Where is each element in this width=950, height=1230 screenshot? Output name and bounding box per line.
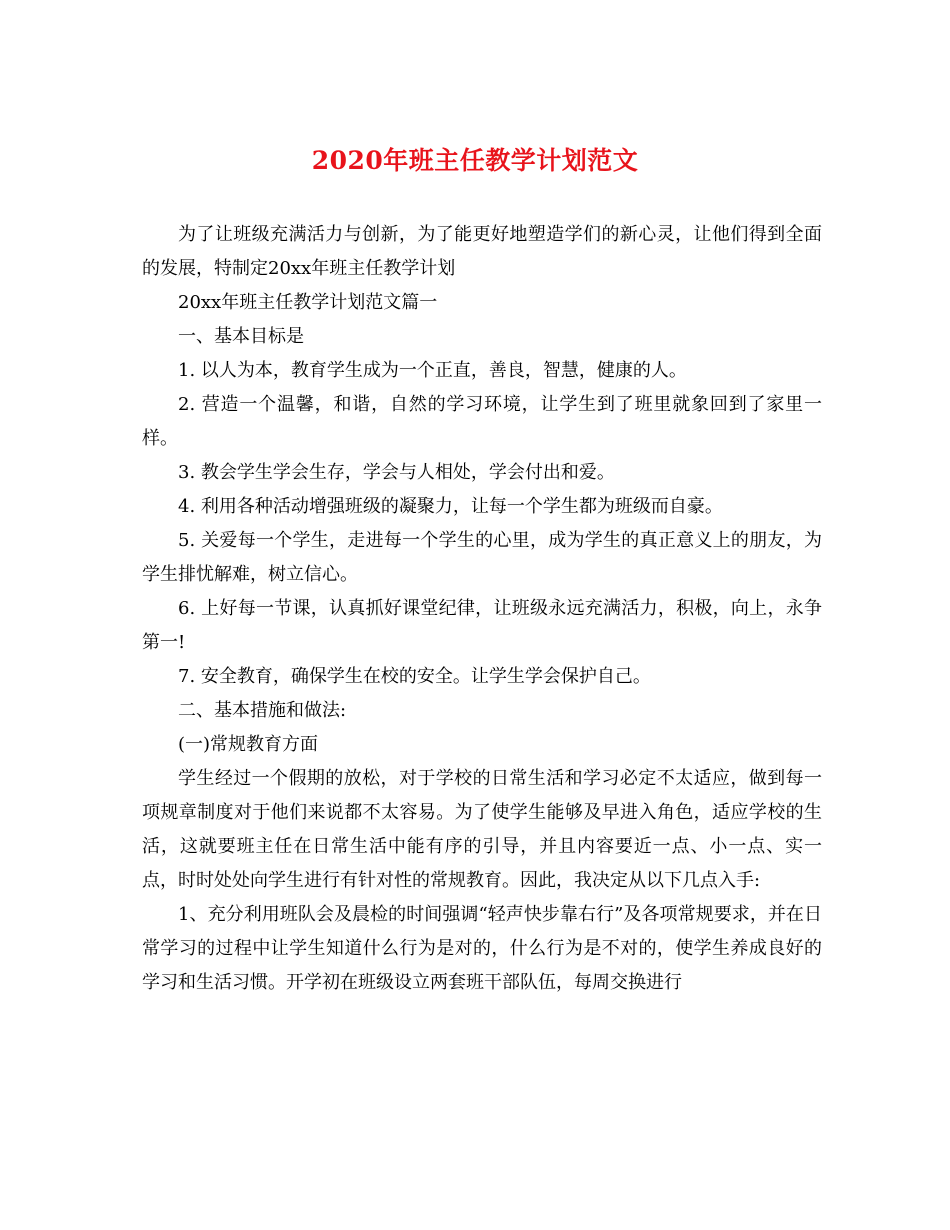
- goal-item-5: 5. 关爱每一个学生，走进每一个学生的心里，成为学生的真正意义上的朋友，为学生排忧解难，树立信心。: [142, 530, 822, 585]
- paragraph-intro: 为了让班级充满活力与创新，为了能更好地塑造学们的新心灵，让他们得到全面的发展，特制定20xx年班主任教学计划: [142, 224, 822, 279]
- section-heading-measures: 二、基本措施和做法:: [178, 700, 347, 721]
- section-heading-goals: 一、基本目标是: [178, 326, 304, 347]
- goal-item-6: 6. 上好每一节课，认真抓好课堂纪律，让班级永远充满活力，积极，向上，永争第一!: [142, 598, 822, 653]
- goal-item-1: 1. 以人为本，教育学生成为一个正直，善良，智慧，健康的人。: [178, 360, 687, 381]
- document-title: 2020年班主任教学计划范文: [311, 146, 639, 175]
- paragraph-measure-1: 1、充分利用班队会及晨检的时间强调“轻声快步靠右行”及各项常规要求，并在日常学习的过程中让学生知道什么行为是对的，什么行为是不对的，使学生养成良好的学习和生活习惯。开学初在班级设立两套班干部队伍，每周交换进行: [142, 904, 822, 993]
- goal-item-2: 2. 营造一个温馨，和谐，自然的学习环境，让学生到了班里就象回到了家里一样。: [142, 394, 822, 449]
- subsection-heading-routine: (一)常规教育方面: [178, 734, 319, 755]
- paragraph-routine-education: 学生经过一个假期的放松，对于学校的日常生活和学习必定不太适应，做到每一项规章制度对于他们来说都不太容易。为了使学生能够及早进入角色，适应学校的生活，这就要班主任在日常生活中能有序的引导，并且内容要近一点、小一点、实一点，时时处处向学生进行有针对性的常规教育。因此，我决定从以下几点入手:: [142, 768, 822, 891]
- document-body: [142, 218, 822, 1000]
- goal-item-4: 4. 利用各种活动增强班级的凝聚力，让每一个学生都为班级而自豪。: [178, 496, 723, 517]
- goal-item-7: 7. 安全教育，确保学生在校的安全。让学生学会保护自己。: [178, 666, 651, 687]
- paragraph-subtitle: 20xx年班主任教学计划范文篇一: [178, 292, 438, 313]
- goal-item-3: 3. 教会学生学会生存，学会与人相处，学会付出和爱。: [178, 462, 615, 483]
